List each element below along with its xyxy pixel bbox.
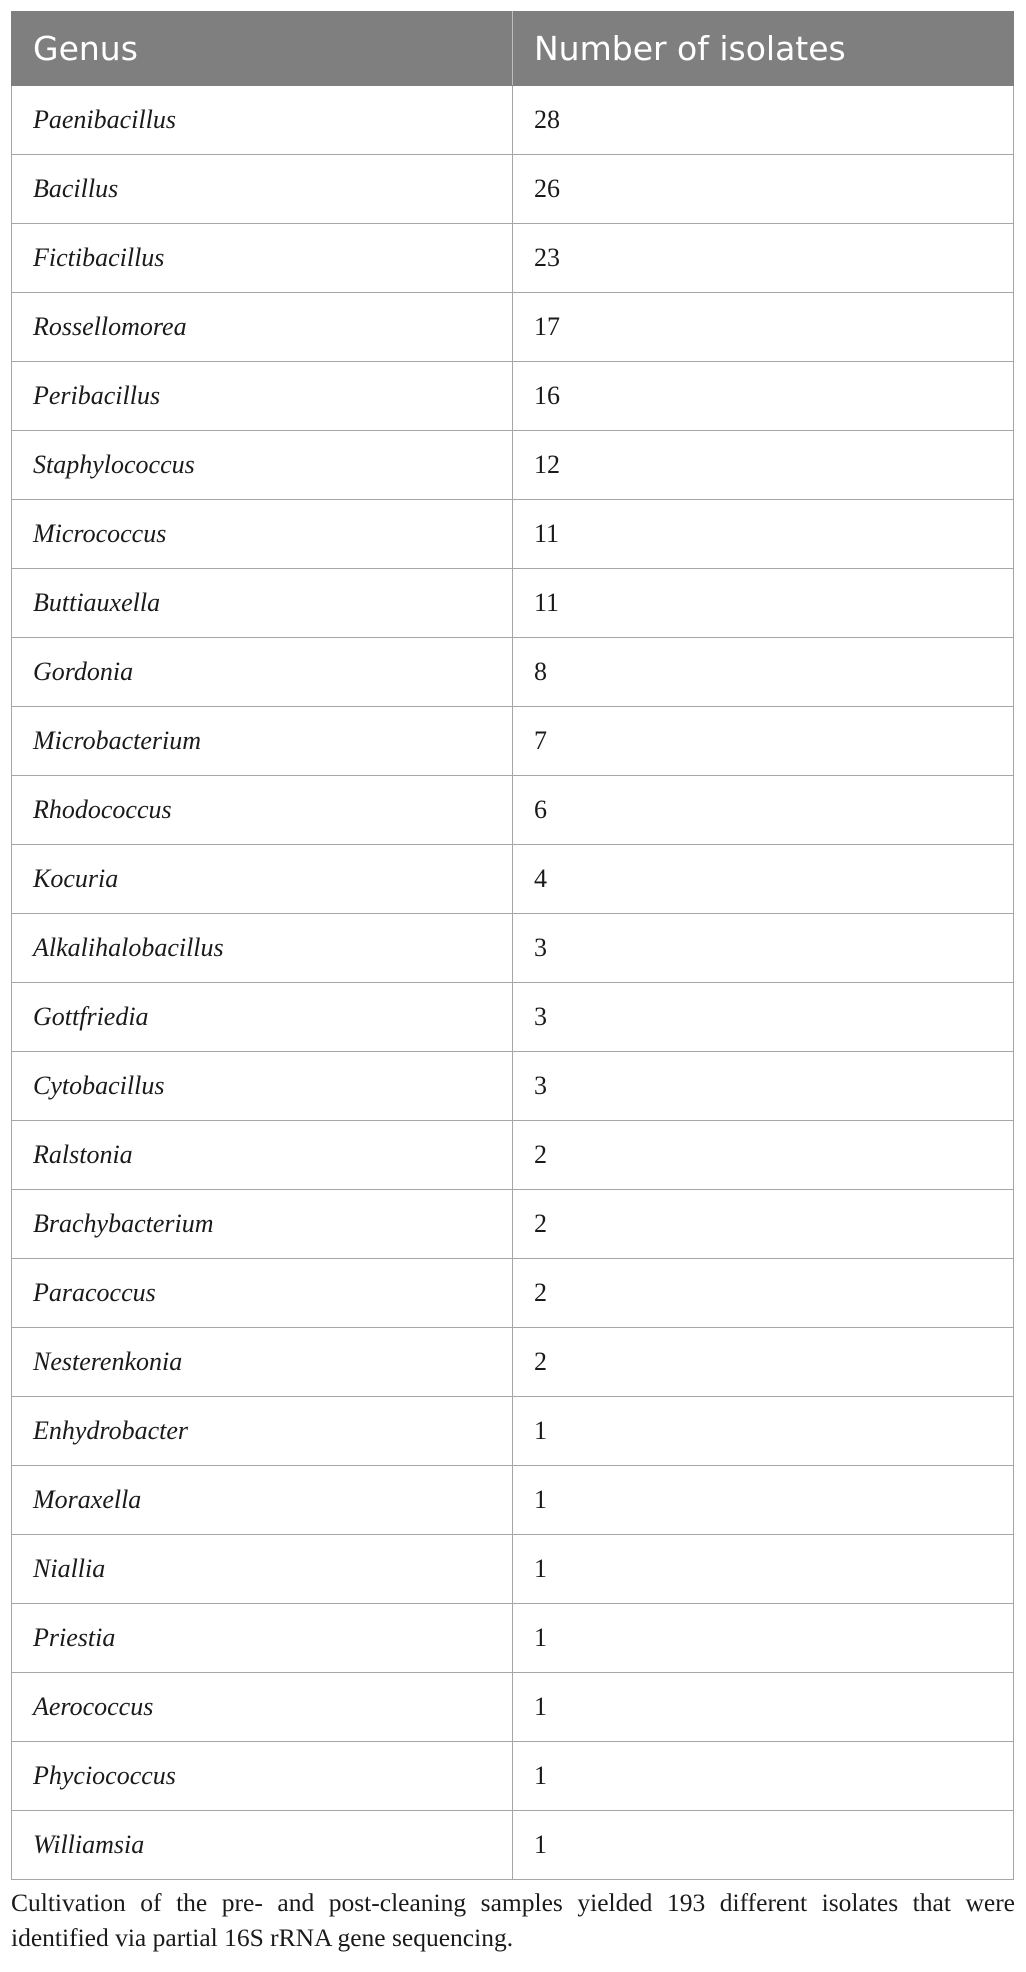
table-caption: Cultivation of the pre- and post-cleaning samples yielded 193 different isolates that were identified via partial 16S rRNA gene sequencing.	[11, 1888, 1015, 1952]
isolate-count-cell: 2	[513, 1190, 1014, 1259]
table-row	[12, 638, 1014, 707]
genus-cell: Gordonia	[12, 638, 513, 707]
genus-cell: Alkalihalobacillus	[12, 914, 513, 983]
isolate-count-cell: 11	[513, 569, 1014, 638]
isolate-count-cell: 1	[513, 1811, 1014, 1880]
isolate-count-cell: 1	[513, 1466, 1014, 1535]
table-row	[12, 1397, 1014, 1466]
genus-cell: Rhodococcus	[12, 776, 513, 845]
header-number-of-isolates: Number of isolates	[513, 12, 1014, 86]
genus-cell: Microbacterium	[12, 707, 513, 776]
genus-cell: Ralstonia	[12, 1121, 513, 1190]
genus-cell: Phyciococcus	[12, 1742, 513, 1811]
isolate-count-cell: 26	[513, 155, 1014, 224]
table-row	[12, 776, 1014, 845]
isolate-count-cell: 2	[513, 1328, 1014, 1397]
isolate-count-cell: 2	[513, 1121, 1014, 1190]
genus-cell: Moraxella	[12, 1466, 513, 1535]
genus-cell: Bacillus	[12, 155, 513, 224]
isolate-count-cell: 3	[513, 914, 1014, 983]
table-row	[12, 155, 1014, 224]
isolate-count-cell: 23	[513, 224, 1014, 293]
genus-cell: Cytobacillus	[12, 1052, 513, 1121]
table-row	[12, 1190, 1014, 1259]
genus-cell: Kocuria	[12, 845, 513, 914]
table-row	[12, 569, 1014, 638]
table-row	[12, 293, 1014, 362]
genus-cell: Rossellomorea	[12, 293, 513, 362]
table-row	[12, 362, 1014, 431]
genus-cell: Micrococcus	[12, 500, 513, 569]
genus-cell: Paenibacillus	[12, 86, 513, 155]
genus-cell: Williamsia	[12, 1811, 513, 1880]
table-row	[12, 707, 1014, 776]
isolate-count-cell: 12	[513, 431, 1014, 500]
table-row	[12, 1742, 1014, 1811]
table-row	[12, 86, 1014, 155]
table-row	[12, 1535, 1014, 1604]
isolate-count-cell: 8	[513, 638, 1014, 707]
table-body	[12, 86, 1014, 1880]
table-row	[12, 1052, 1014, 1121]
genus-cell: Brachybacterium	[12, 1190, 513, 1259]
genus-cell: Gottfriedia	[12, 983, 513, 1052]
genus-cell: Nesterenkonia	[12, 1328, 513, 1397]
genus-cell: Enhydrobacter	[12, 1397, 513, 1466]
isolate-count-cell: 3	[513, 983, 1014, 1052]
genus-cell: Peribacillus	[12, 362, 513, 431]
isolate-count-cell: 17	[513, 293, 1014, 362]
isolate-count-cell: 4	[513, 845, 1014, 914]
isolate-count-cell: 16	[513, 362, 1014, 431]
isolate-count-cell: 1	[513, 1673, 1014, 1742]
table-row	[12, 1673, 1014, 1742]
table-row	[12, 983, 1014, 1052]
table-header	[12, 12, 1014, 86]
table-row	[12, 1811, 1014, 1880]
genus-cell: Niallia	[12, 1535, 513, 1604]
table-row	[12, 224, 1014, 293]
header-row	[12, 12, 1014, 86]
isolate-count-cell: 2	[513, 1259, 1014, 1328]
isolate-count-cell: 3	[513, 1052, 1014, 1121]
isolate-count-cell: 28	[513, 86, 1014, 155]
table-row	[12, 845, 1014, 914]
table-row	[12, 431, 1014, 500]
isolates-table-container	[11, 11, 1013, 1880]
header-genus: Genus	[12, 12, 513, 86]
genus-cell: Buttiauxella	[12, 569, 513, 638]
genus-cell: Staphylococcus	[12, 431, 513, 500]
isolate-count-cell: 1	[513, 1535, 1014, 1604]
genus-cell: Fictibacillus	[12, 224, 513, 293]
genus-cell: Aerococcus	[12, 1673, 513, 1742]
table-row	[12, 1259, 1014, 1328]
table-row	[12, 1121, 1014, 1190]
genus-cell: Priestia	[12, 1604, 513, 1673]
isolate-count-cell: 1	[513, 1397, 1014, 1466]
isolate-count-cell: 1	[513, 1742, 1014, 1811]
isolate-count-cell: 11	[513, 500, 1014, 569]
isolate-count-cell: 7	[513, 707, 1014, 776]
genus-cell: Paracoccus	[12, 1259, 513, 1328]
table-row	[12, 1604, 1014, 1673]
table-row	[12, 1466, 1014, 1535]
table-row	[12, 1328, 1014, 1397]
isolate-count-cell: 6	[513, 776, 1014, 845]
table-row	[12, 914, 1014, 983]
table-row	[12, 500, 1014, 569]
isolates-table	[11, 11, 1014, 1880]
isolate-count-cell: 1	[513, 1604, 1014, 1673]
